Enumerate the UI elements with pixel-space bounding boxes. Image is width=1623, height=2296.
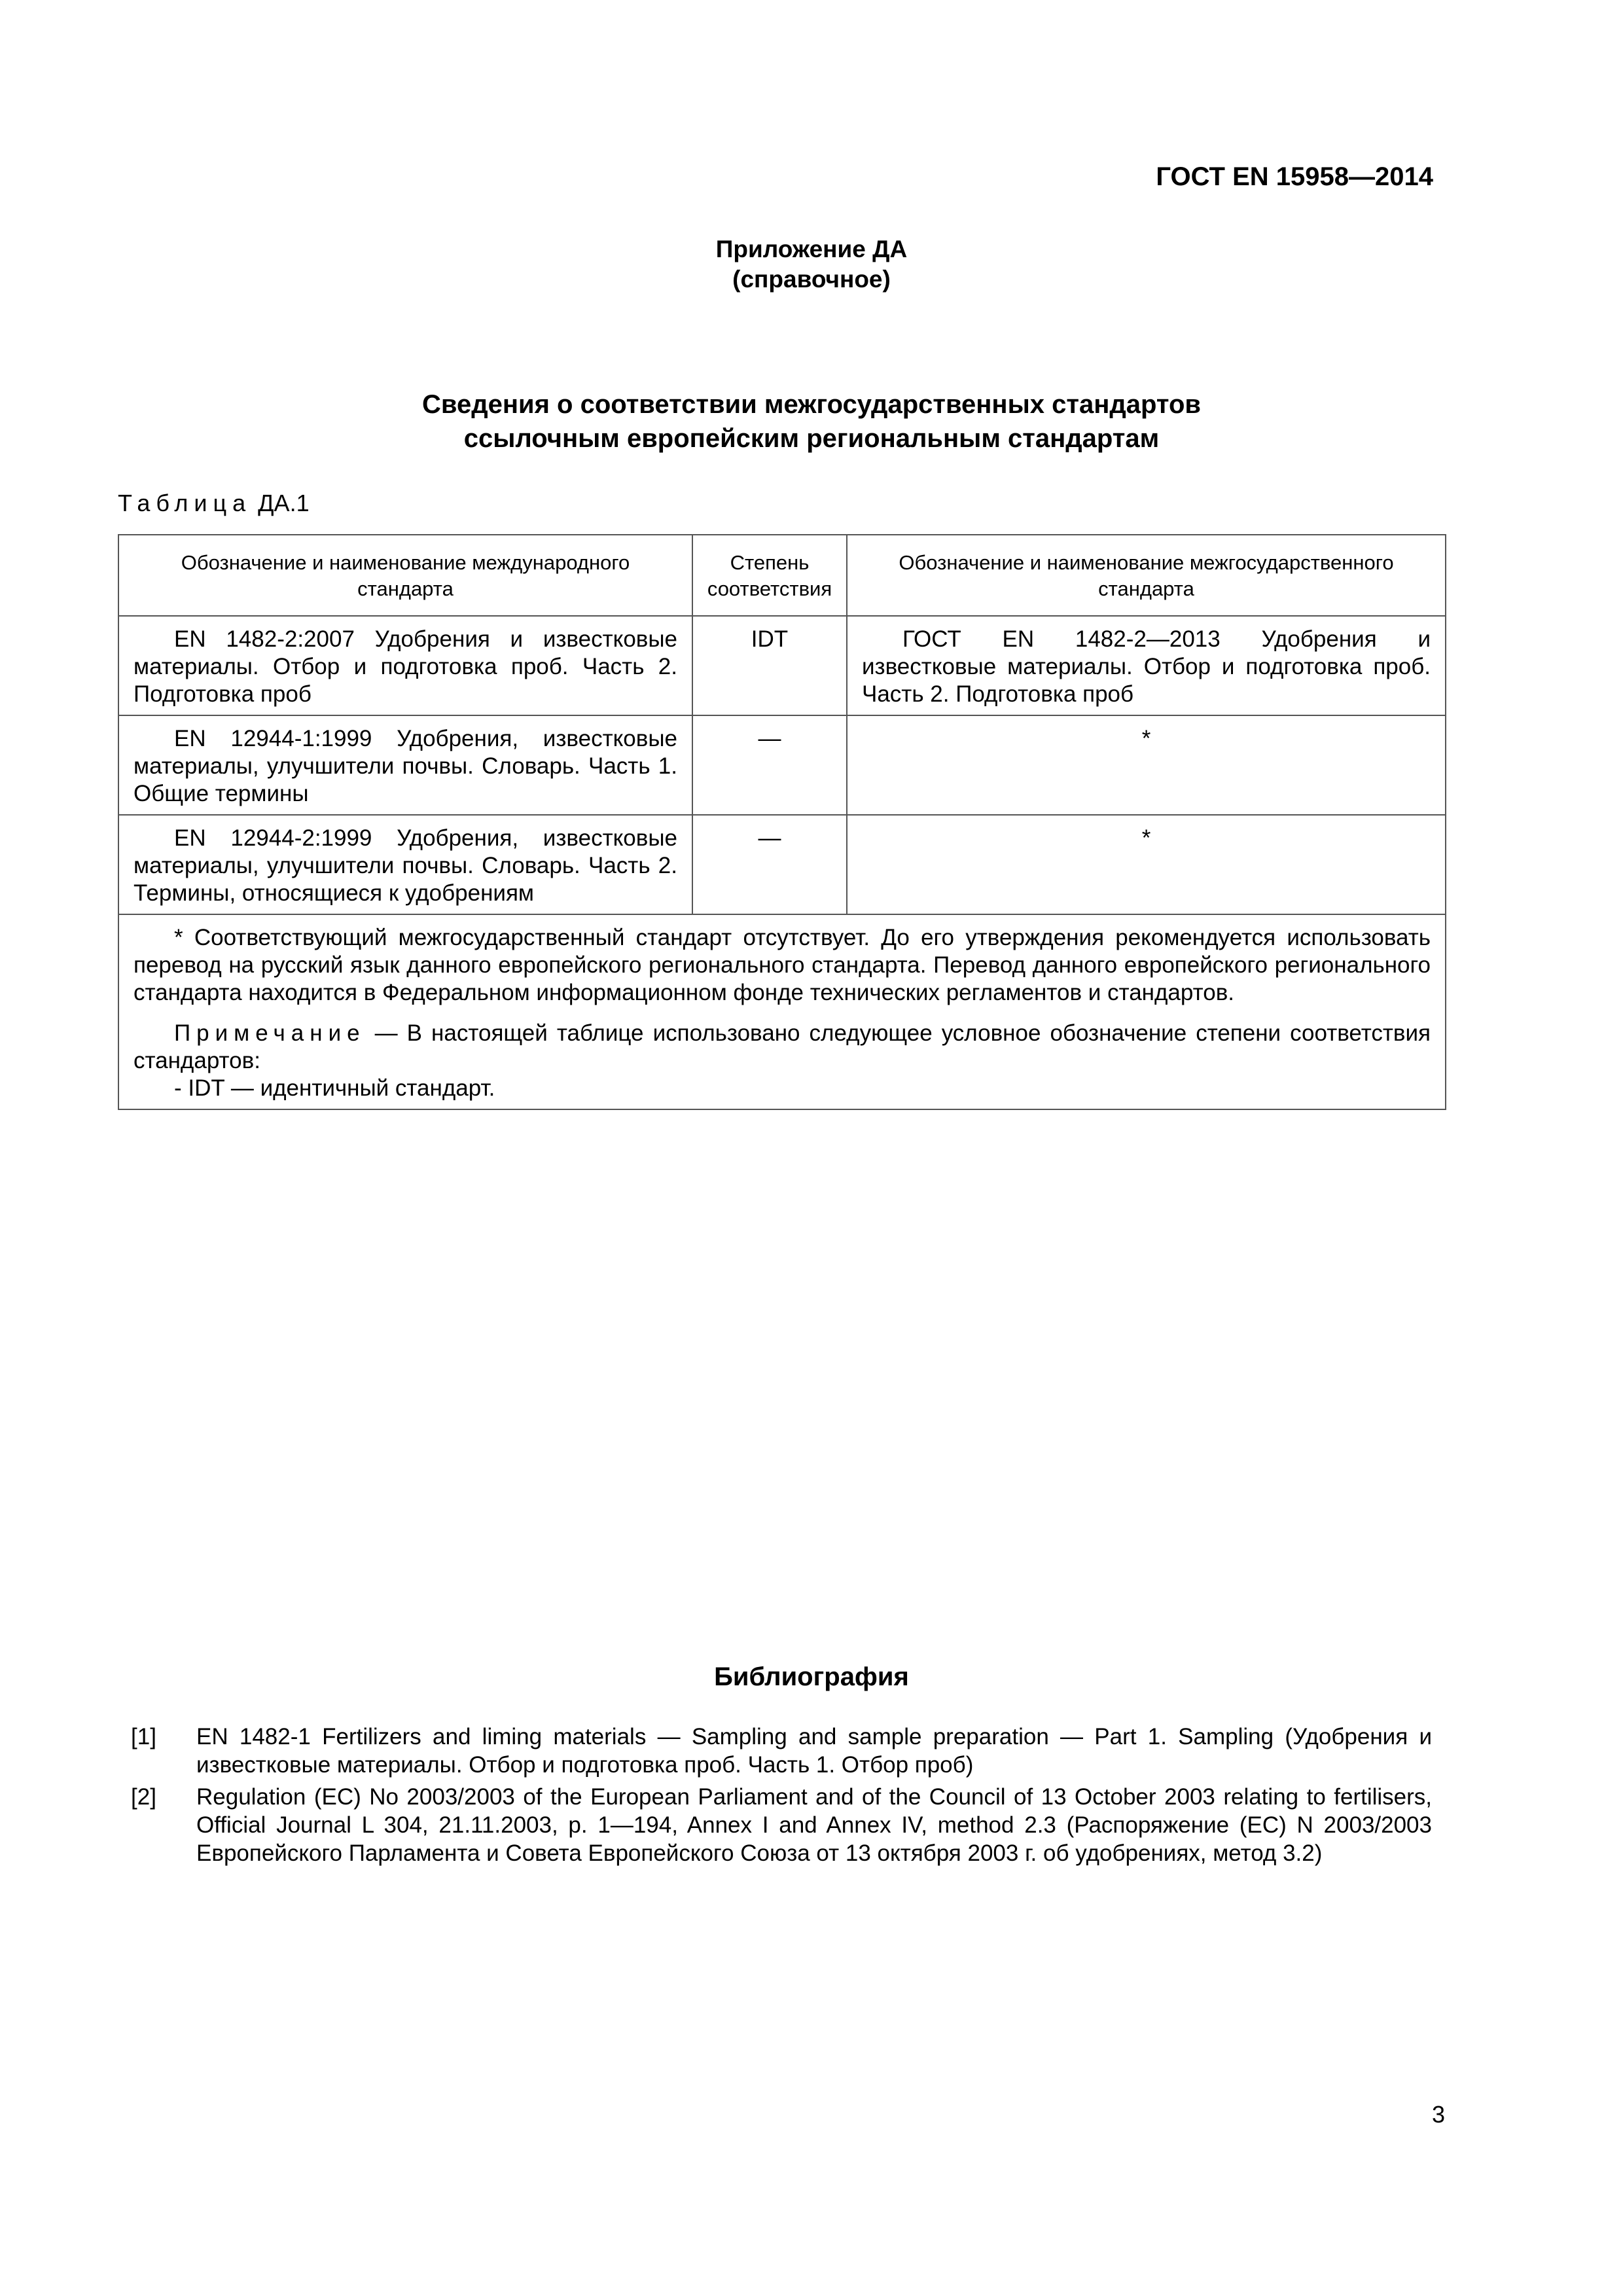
page-number: 3	[1431, 2101, 1445, 2128]
table-label-number: ДА.1	[258, 490, 310, 516]
table-label-prefix: Таблица	[118, 490, 252, 516]
cell-interstate: *	[847, 715, 1446, 815]
table-row	[118, 616, 1446, 715]
bibliography-item-text: EN 1482-1 Fertilizers and liming materials — Sampling and sample preparation — Part 1. Sampling (Удобрения и известковые материалы. Отбор и подготовка проб. Часть 1. Отбор проб)	[196, 1724, 1432, 1778]
annex-subtitle: (справочное)	[732, 266, 891, 293]
cell-degree: —	[692, 715, 847, 815]
annex-heading-line-2: ссылочным европейским региональным стандартам	[463, 424, 1160, 453]
cell-degree: —	[692, 815, 847, 914]
correspondence-table	[118, 534, 1446, 1110]
table-note-item: - IDT — идентичный стандарт.	[174, 1075, 495, 1101]
header-interstate-standard: Обозначение и наименование межгосударственного стандарта	[847, 535, 1446, 616]
bibliography-item	[131, 1723, 1432, 1779]
cell-interstate: *	[847, 815, 1446, 914]
table-note-text: — В настоящей таблице использовано следующее условное обозначение степени соответствия стандартов:	[134, 1020, 1431, 1073]
table-footer	[118, 914, 1446, 1109]
annex-title: Приложение ДА	[715, 236, 908, 262]
bibliography-item-number: [1]	[131, 1724, 156, 1749]
table-label	[118, 490, 310, 517]
annex-heading	[0, 387, 1623, 456]
bibliography-list	[131, 1723, 1432, 1871]
bibliography-item	[131, 1783, 1432, 1867]
table-note-label: Примечание	[174, 1020, 366, 1046]
cell-international: EN 12944-1:1999 Удобрения, известковые материалы, улучшители почвы. Словарь. Часть 1. Общие термины	[118, 715, 692, 815]
bibliography-item-number: [2]	[131, 1784, 156, 1810]
cell-international: EN 1482-2:2007 Удобрения и известковые материалы. Отбор и подготовка проб. Часть 2. Подготовка проб	[118, 616, 692, 715]
cell-degree: IDT	[692, 616, 847, 715]
header-degree-of-correspondence: Степень соответствия	[692, 535, 847, 616]
cell-interstate: ГОСТ EN 1482-2—2013 Удобрения и известковые материалы. Отбор и подготовка проб. Часть 2. Подготовка проб	[847, 616, 1446, 715]
table-footer-row	[118, 914, 1446, 1109]
cell-international: EN 12944-2:1999 Удобрения, известковые материалы, улучшители почвы. Словарь. Часть 2. Термины, относящиеся к удобрениям	[118, 815, 692, 914]
table-header-row	[118, 535, 1446, 616]
document-code: ГОСТ EN 15958—2014	[1156, 162, 1433, 191]
bibliography-title: Библиография	[714, 1662, 909, 1691]
header-international-standard: Обозначение и наименование международного стандарта	[118, 535, 692, 616]
bibliography-item-text: Regulation (EC) No 2003/2003 of the European Parliament and of the Council of 13 October 2003 relating to fertilisers, Official Journal L 304, 21.11.2003, p. 1—194, Annex I and Annex IV, method 2.3 (Распоряжение (EC) N 2003/2003 Европейского Парламента и Совета Европейского Союза от 13 октября 2003 г. об удобрениях, метод 3.2)	[196, 1784, 1432, 1866]
table-footnote: * Соответствующий межгосударственный стандарт отсутствует. До его утверждения рекомендуется использовать перевод на русский язык данного европейского регионального стандарта. Перевод данного европейского регионального стандарта находится в Федеральном информационном фонде технических регламентов и стандартов.	[134, 925, 1431, 1005]
annex-heading-line-1: Сведения о соответствии межгосударственных стандартов	[422, 390, 1201, 419]
table-row	[118, 815, 1446, 914]
table-note	[134, 1020, 1431, 1075]
annex-header	[0, 234, 1623, 295]
table-row	[118, 715, 1446, 815]
